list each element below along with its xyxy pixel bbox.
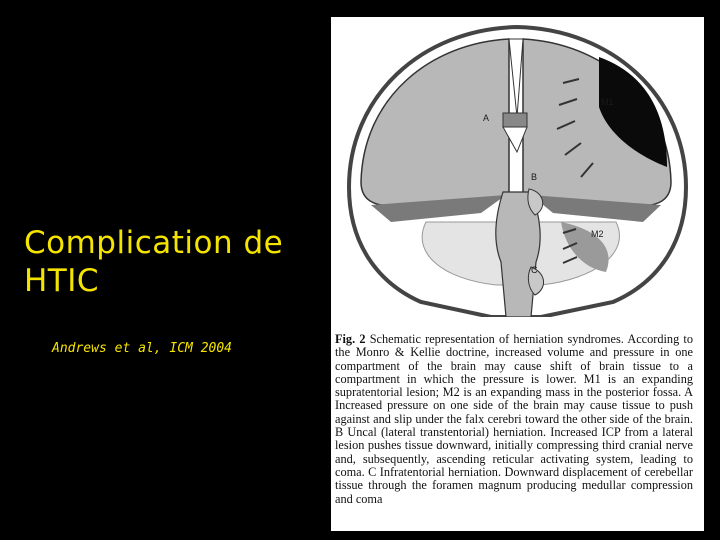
citation: Andrews et al, ICM 2004 [52,341,233,356]
falx-cerebri [509,39,523,117]
slide-title-line-1: Complication de [24,225,284,261]
figure-panel [331,17,704,531]
caption-figure-label: Fig. 2 [335,332,366,346]
slide-title [24,224,324,300]
diagram-label-a: A [483,113,490,123]
herniation-diagram [331,17,704,317]
slide-title-line-2: HTIC [24,263,100,299]
diagram-label-b: B [531,172,538,182]
figure-caption [335,333,693,506]
diagram-label-c: C [531,265,538,275]
caption-text: Schematic representation of herniation syndromes. According to the Monro & Kellie doctrine, increased volume and pressure in one compartment of the brain may cause shift of brain tissue to a compartment in which the pressure is lower. M1 is an expanding supratentorial lesion; M2 is an expanding mass in the posterior fossa. A Increased pressure on one side of the brain may cause tissue to push against and slip under the falx cerebri toward the other side of the brain. B Uncal (lateral transtentorial) herniation. Increased ICP from a lateral lesion pushes tissue downward, initially compressing third cranial nerve and, subsequently, ascending reticular activating system, leading to coma. C Infratentorial herniation. Downward displacement of cerebellar tissue through the foramen magnum producing medullar compression and coma [335,332,693,506]
diagram-label-m1: M1 [601,97,614,107]
herniation-site-a [503,113,527,127]
diagram-label-m2: M2 [591,229,604,239]
